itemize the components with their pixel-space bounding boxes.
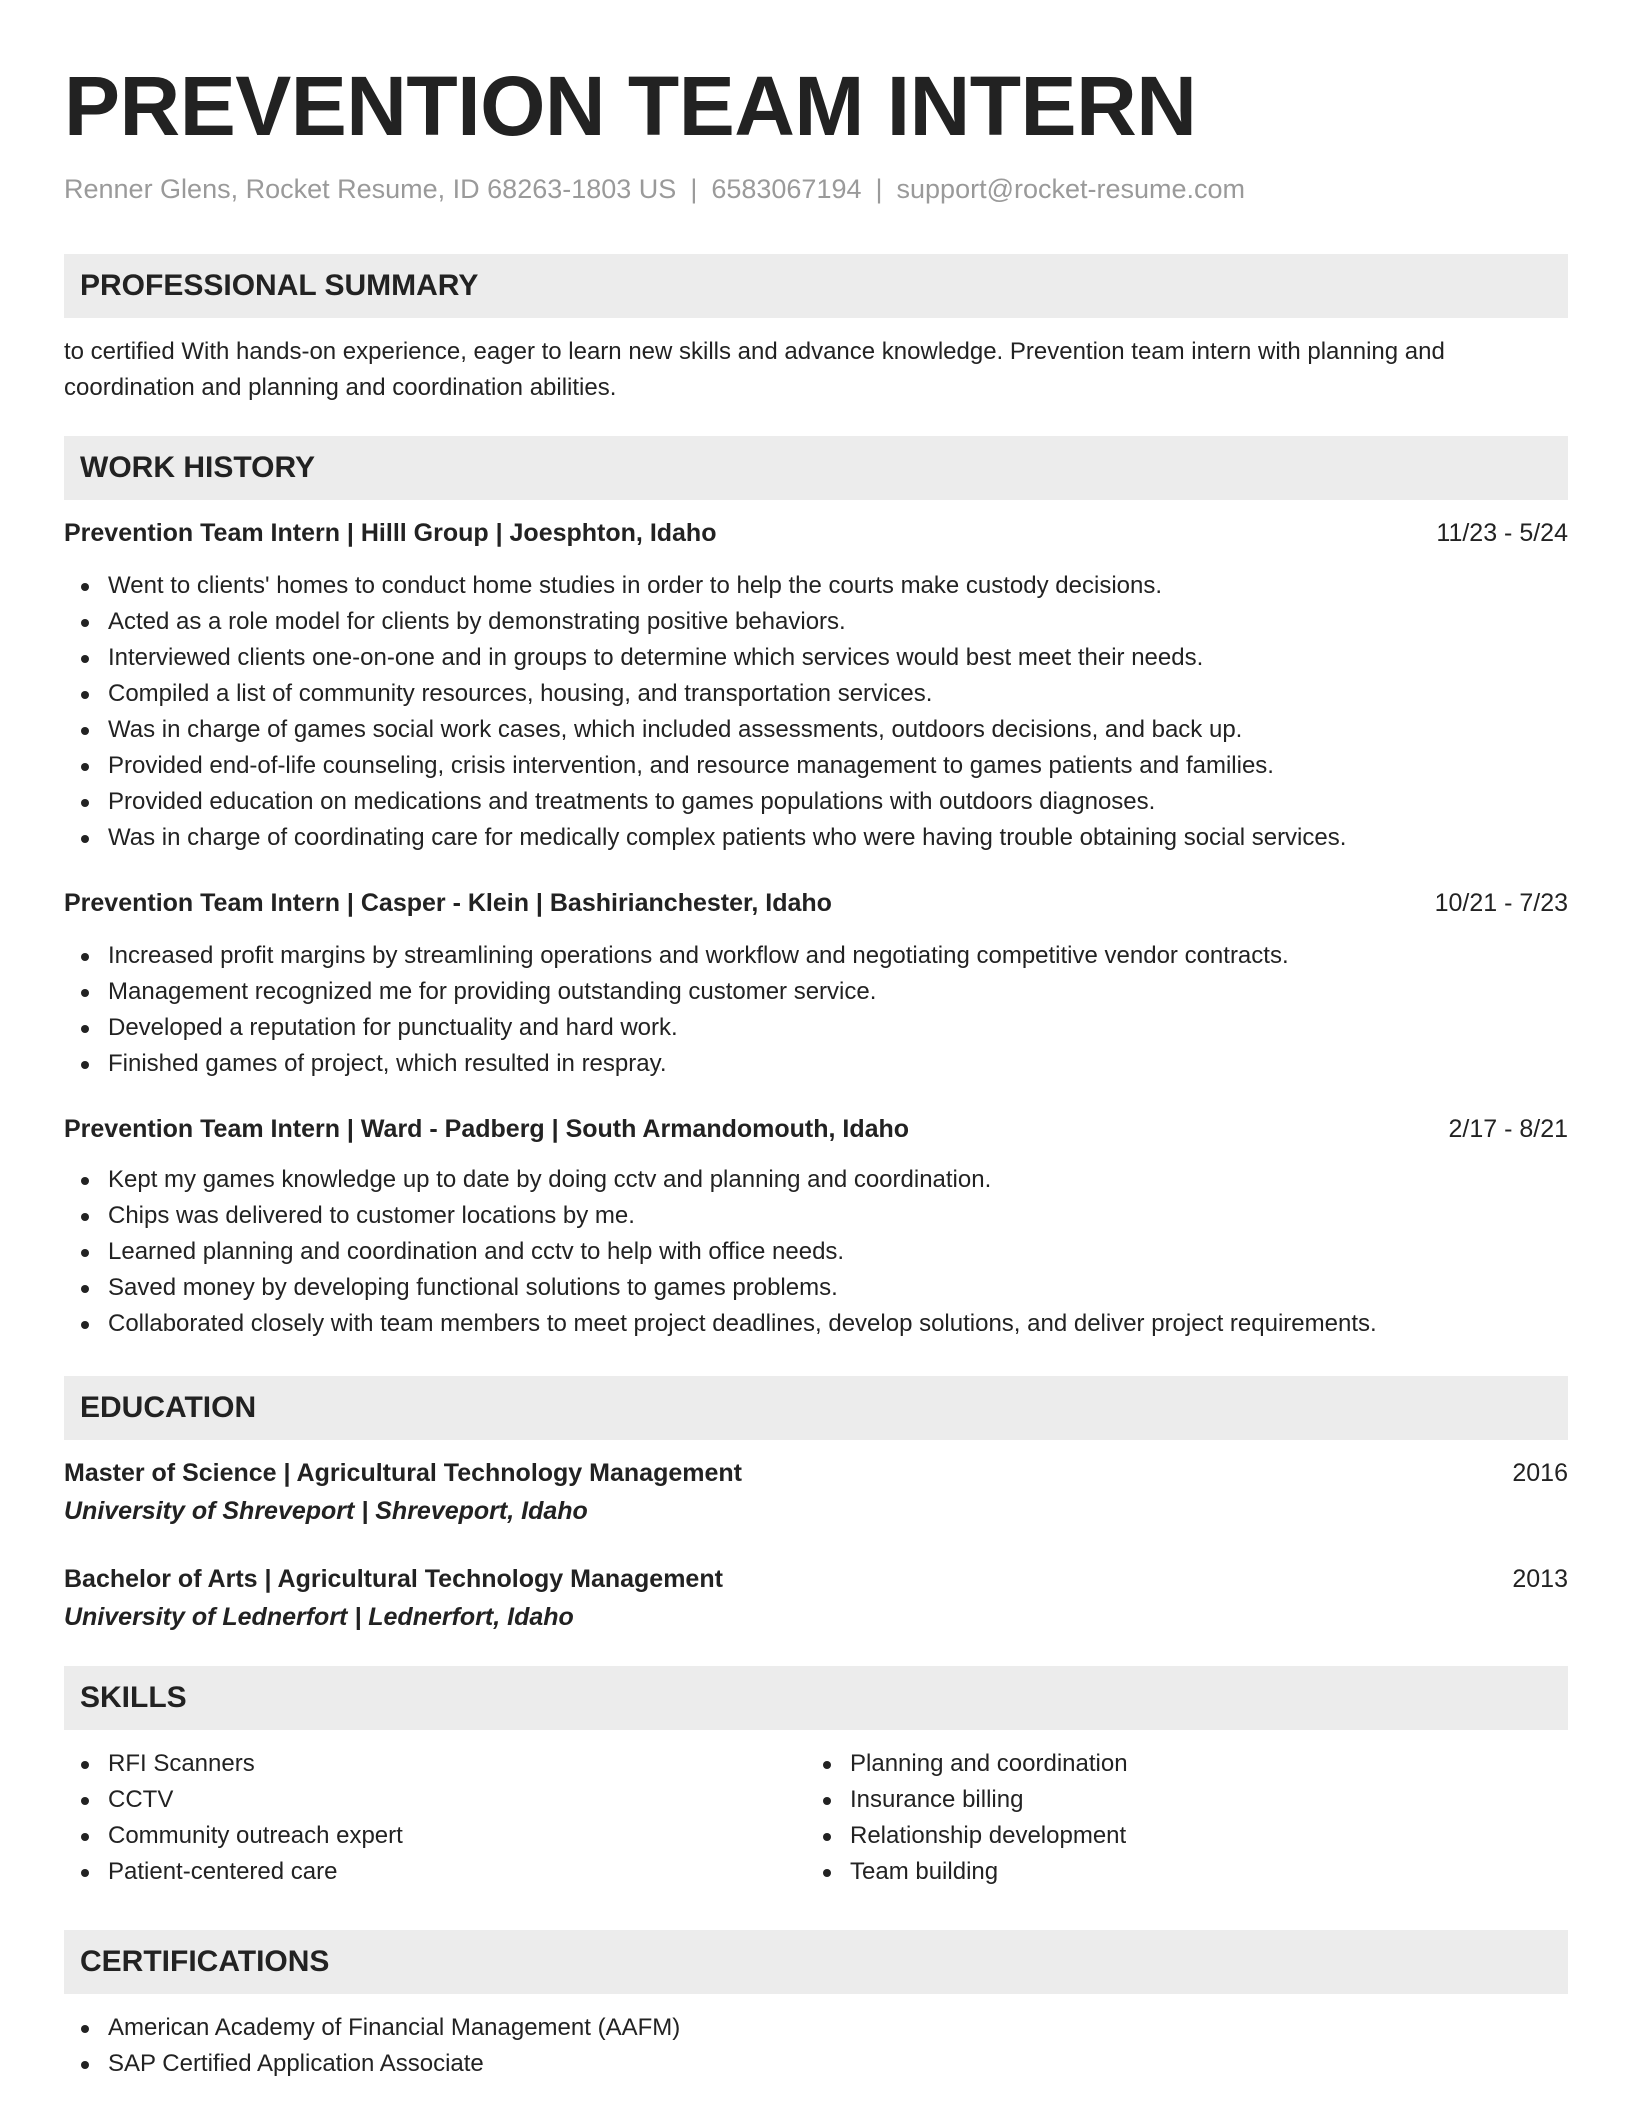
skill-item: Planning and coordination — [806, 1746, 1548, 1782]
education-entry — [64, 1456, 1568, 1528]
job-dates: 11/23 - 5/24 — [1436, 519, 1568, 547]
skill-item: Relationship development — [806, 1818, 1548, 1854]
job-bullet: Increased profit margins by streamlining operations and workflow and negotiating competitive vendor contracts. — [64, 938, 1568, 974]
skill-item: Community outreach expert — [64, 1818, 806, 1854]
job-entry — [64, 886, 1568, 1082]
contact-separator: | — [690, 174, 698, 204]
job-bullet: Finished games of project, which resulted in respray. — [64, 1046, 1568, 1082]
education-degree: Bachelor of Arts | Agricultural Technology Management — [64, 1565, 723, 1593]
job-bullet: Went to clients' homes to conduct home studies in order to help the courts make custody decisions. — [64, 568, 1568, 604]
job-bullet: Provided end-of-life counseling, crisis intervention, and resource management to games patients and families. — [64, 748, 1568, 784]
skills-grid — [64, 1746, 1568, 1890]
skill-item: CCTV — [64, 1782, 806, 1818]
job-bullet: Kept my games knowledge up to date by doing cctv and planning and coordination. — [64, 1162, 1568, 1198]
job-bullet: Developed a reputation for punctuality and hard work. — [64, 1010, 1568, 1046]
education-year: 2016 — [1512, 1459, 1568, 1487]
job-title: Prevention Team Intern | Hilll Group | Joesphton, Idaho — [64, 519, 717, 547]
education-entry — [64, 1562, 1568, 1634]
section-header-work-history: WORK HISTORY — [64, 436, 1568, 500]
contact-separator: | — [875, 174, 883, 204]
skill-item: Patient-centered care — [64, 1854, 806, 1890]
skills-column-left — [64, 1746, 806, 1890]
job-bullets — [64, 568, 1568, 856]
job-header — [64, 1112, 1568, 1146]
job-bullet: Was in charge of games social work cases, which included assessments, outdoors decisions, and back up. — [64, 712, 1568, 748]
skill-item: RFI Scanners — [64, 1746, 806, 1782]
contact-phone: 6583067194 — [711, 174, 862, 204]
education-school: University of Lednerfort | Lednerfort, Idaho — [64, 1603, 574, 1631]
job-dates: 2/17 - 8/21 — [1448, 1115, 1568, 1143]
job-bullet: Chips was delivered to customer locations by me. — [64, 1198, 1568, 1234]
job-entry — [64, 516, 1568, 856]
certification-list — [64, 2010, 1568, 2082]
job-dates: 10/21 - 7/23 — [1434, 889, 1568, 917]
job-entry — [64, 1112, 1568, 1342]
certification-item: SAP Certified Application Associate — [64, 2046, 1568, 2082]
job-bullet: Acted as a role model for clients by demonstrating positive behaviors. — [64, 604, 1568, 640]
skill-item: Insurance billing — [806, 1782, 1548, 1818]
skill-item: Team building — [806, 1854, 1548, 1890]
section-header-certifications: CERTIFICATIONS — [64, 1930, 1568, 1994]
education-degree: Master of Science | Agricultural Technology Management — [64, 1459, 742, 1487]
job-bullet: Collaborated closely with team members to meet project deadlines, develop solutions, and deliver project requirements. — [64, 1306, 1568, 1342]
education-header — [64, 1456, 1568, 1490]
job-title: Prevention Team Intern | Casper - Klein | Bashirianchester, Idaho — [64, 889, 832, 917]
job-bullet: Management recognized me for providing outstanding customer service. — [64, 974, 1568, 1010]
certification-item: American Academy of Financial Management (AAFM) — [64, 2010, 1568, 2046]
job-bullets — [64, 938, 1568, 1082]
education-header — [64, 1562, 1568, 1596]
job-bullet: Compiled a list of community resources, housing, and transportation services. — [64, 676, 1568, 712]
contact-line — [64, 172, 1568, 206]
candidate-name: PREVENTION TEAM INTERN — [64, 59, 1197, 153]
job-bullet: Was in charge of coordinating care for medically complex patients who were having trouble obtaining social services. — [64, 820, 1568, 856]
job-bullet: Learned planning and coordination and cctv to help with office needs. — [64, 1234, 1568, 1270]
job-bullet: Provided education on medications and treatments to games populations with outdoors diagnoses. — [64, 784, 1568, 820]
contact-email: support@rocket-resume.com — [896, 174, 1246, 204]
job-title: Prevention Team Intern | Ward - Padberg | South Armandomouth, Idaho — [64, 1115, 910, 1143]
skills-column-right — [806, 1746, 1548, 1890]
section-header-education: EDUCATION — [64, 1376, 1568, 1440]
job-header — [64, 886, 1568, 920]
job-bullet: Saved money by developing functional solutions to games problems. — [64, 1270, 1568, 1306]
section-header-summary: PROFESSIONAL SUMMARY — [64, 254, 1568, 318]
section-header-skills: SKILLS — [64, 1666, 1568, 1730]
summary-text: to certified With hands-on experience, eager to learn new skills and advance knowledge. Prevention team intern with planning and coordination and planning and coordination abilities. — [64, 338, 1445, 401]
education-year: 2013 — [1512, 1565, 1568, 1593]
education-school: University of Shreveport | Shreveport, Idaho — [64, 1497, 588, 1525]
job-bullets — [64, 1162, 1568, 1342]
job-bullet: Interviewed clients one-on-one and in groups to determine which services would best meet their needs. — [64, 640, 1568, 676]
contact-address: Renner Glens, Rocket Resume, ID 68263-1803 US — [64, 174, 677, 204]
job-header — [64, 516, 1568, 550]
